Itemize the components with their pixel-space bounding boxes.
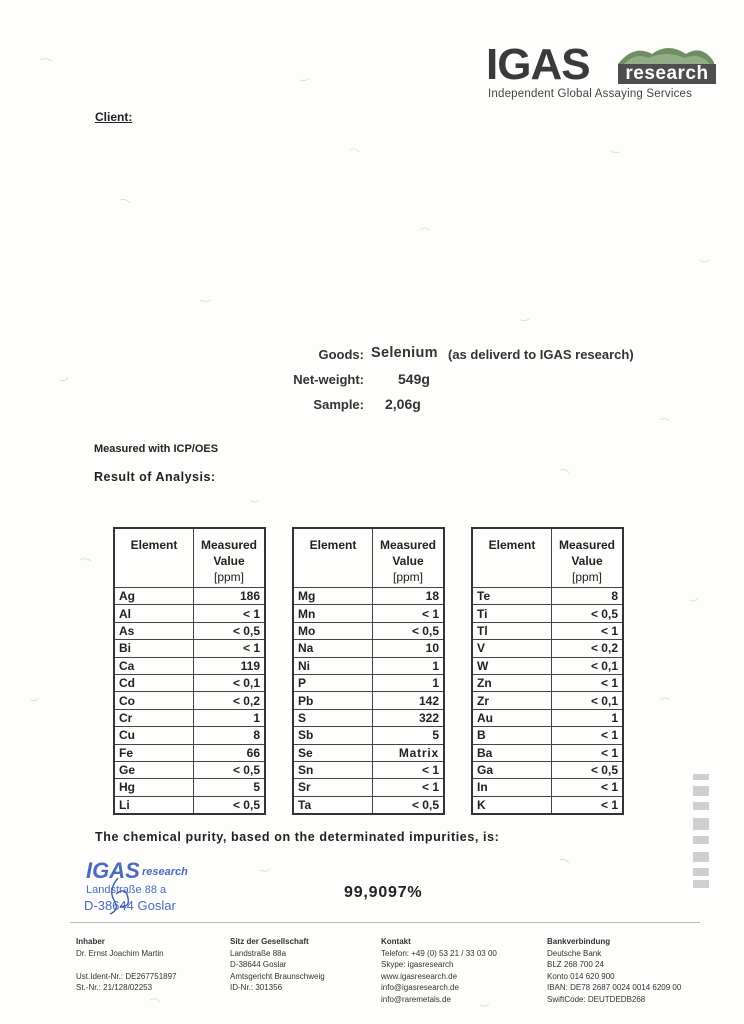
element-symbol: Ti [472,605,552,622]
logo-research-badge: research [618,64,716,84]
table-row [114,709,265,726]
table-row [293,605,444,622]
element-symbol: Au [472,709,552,726]
goods-value: Selenium [371,345,438,361]
element-symbol: Ta [293,796,373,814]
sample-value: 2,06g [385,396,421,412]
table-row [472,709,623,726]
result-title: Result of Analysis: [94,470,216,484]
measured-value: < 0,5 [194,622,266,639]
footer-bank-name: Deutsche Bank [547,948,602,958]
measured-value: 5 [373,727,445,744]
element-symbol: Ge [114,761,194,778]
measured-value: < 1 [373,761,445,778]
table-row [114,779,265,796]
table-row [472,640,623,657]
column-header-measured-value [194,528,266,588]
element-symbol: Sn [293,761,373,778]
table-header-row [472,528,623,588]
table-row [472,761,623,778]
measured-value: 1 [194,709,266,726]
net-weight-label: Net-weight: [293,372,364,387]
measured-value: < 0,5 [552,761,624,778]
table-row [472,744,623,761]
footer-owner-tax: St.-Nr.: 21/128/02253 [76,983,153,992]
element-symbol: Tl [472,622,552,639]
logo-arch-graphic [616,42,716,64]
measured-value: 1 [373,657,445,674]
measured-value: 142 [373,692,445,709]
measured-value: < 1 [373,605,445,622]
measured-value: < 0,1 [552,692,624,709]
table-row [114,674,265,691]
element-symbol: Se [293,744,373,761]
purity-statement: The chemical purity, based on the determinated impurities, is: [95,830,500,844]
table-header-row [293,528,444,588]
footer-seat-heading: Sitz der Gesellschaft [230,937,309,946]
measured-value: < 1 [552,744,624,761]
measured-value: < 0,5 [194,761,266,778]
measured-value: Matrix [373,744,445,761]
header-measured-line1: Measured [558,538,616,552]
footer-contact-skype: Skype: igasresearch [381,960,454,969]
column-header-measured-value [373,528,445,588]
measured-value: < 0,5 [552,605,624,622]
element-symbol: Li [114,796,194,814]
stamp-research: research [142,866,188,878]
table-row [114,657,265,674]
table-row [293,744,444,761]
measured-value: < 0,1 [552,657,624,674]
table-row [114,761,265,778]
header-measured-line2: Value [571,554,603,568]
element-symbol: Mo [293,622,373,639]
table-header-row [114,528,265,588]
table-row [472,796,623,814]
element-symbol: W [472,657,552,674]
element-symbol: Cd [114,674,194,691]
footer-seat-street: Landstraße 88a [230,948,287,958]
footer-bank-account: Konto 014 620 900 [547,971,615,981]
measured-value: < 0,5 [194,796,266,814]
footer-seat-court: Amtsgericht Braunschweig [230,971,325,981]
footer-bank-blz: BLZ 268 700 24 [547,960,604,969]
measured-value: < 0,5 [373,622,445,639]
table-row [293,657,444,674]
table-row [114,622,265,639]
measured-value: 119 [194,657,266,674]
footer-divider [70,922,700,923]
table-row [114,605,265,622]
table-row [472,727,623,744]
measured-value: < 0,1 [194,674,266,691]
logo-tagline: Independent Global Assaying Services [488,88,693,100]
element-symbol: In [472,779,552,796]
stamp-address-street: Landstraße 88 a [86,884,167,896]
header-measured-line3: [ppm] [571,570,602,584]
table-row [293,674,444,691]
measured-value: 322 [373,709,445,726]
table-row [472,605,623,622]
element-symbol: Sb [293,727,373,744]
measured-value: < 1 [373,779,445,796]
header-measured-line2: Value [392,554,424,568]
measured-value: < 1 [552,727,624,744]
measured-value: < 1 [552,796,624,814]
footer-seat-id: ID-Nr.: 301356 [230,983,283,992]
table-row [114,796,265,814]
element-symbol: Te [472,588,552,605]
element-symbol: Fe [114,744,194,761]
igas-logo [486,40,720,104]
table-row [293,727,444,744]
footer-owner [76,936,177,994]
header-measured-line1: Measured [379,538,437,552]
element-symbol: Ba [472,744,552,761]
column-header-measured-value [552,528,624,588]
measured-value: 8 [194,727,266,744]
measured-value: < 1 [194,640,266,657]
signature-scribble [98,876,138,916]
footer-owner-heading: Inhaber [76,937,105,946]
element-symbol: Zn [472,674,552,691]
header-measured-line3: [ppm] [392,570,423,584]
measured-value: 186 [194,588,266,605]
logo-wordmark: IGAS [486,40,590,89]
footer-bank-iban: IBAN: DE78 2687 0024 0014 6209 00 [547,983,682,992]
measured-value: 8 [552,588,624,605]
footer-contact-web: www.igasresearch.de [381,971,458,981]
stamp-logo: IGAS [86,858,140,883]
goods-note: (as deliverd to IGAS research) [448,347,634,362]
table-row [472,674,623,691]
side-perforation-stamp [690,772,712,890]
element-symbol: Mg [293,588,373,605]
element-symbol: Zr [472,692,552,709]
element-symbol: Ni [293,657,373,674]
table-row [293,640,444,657]
table-row [293,709,444,726]
net-weight-value: 549g [398,371,430,387]
element-symbol: Ca [114,657,194,674]
footer-contact-email2: info@raremetals.de [381,994,451,1004]
element-symbol: As [114,622,194,639]
footer-bank [547,936,681,1005]
measured-value: < 1 [194,605,266,622]
element-table-3 [471,527,624,815]
table-row [293,761,444,778]
element-symbol: Pb [293,692,373,709]
element-symbol: Ag [114,588,194,605]
client-label: Client: [95,110,133,124]
column-header-element: Element [114,528,194,588]
stamp-address-city: D-38644 Goslar [84,898,176,913]
table-row [293,692,444,709]
table-row [472,657,623,674]
footer-seat [230,936,325,994]
element-symbol: K [472,796,552,814]
table-row [472,692,623,709]
column-header-element: Element [472,528,552,588]
element-symbol: V [472,640,552,657]
table-row [114,640,265,657]
table-row [114,744,265,761]
table-row [472,622,623,639]
method-note: Measured with ICP/OES [94,443,219,455]
footer-bank-swift: SwiftCode: DEUTDEDB268 [547,994,646,1004]
purity-value: 99,9097% [344,884,423,901]
element-symbol: S [293,709,373,726]
table-row [472,779,623,796]
measured-value: 10 [373,640,445,657]
element-symbol: Ga [472,761,552,778]
header-measured-line2: Value [213,554,245,568]
footer-contact-email: info@igasresearch.de [381,983,459,992]
goods-label: Goods: [318,347,364,362]
element-symbol: Hg [114,779,194,796]
column-header-element: Element [293,528,373,588]
element-symbol: Mn [293,605,373,622]
measured-value: < 0,5 [373,796,445,814]
table-row [293,588,444,605]
table-row [114,727,265,744]
measured-value: 18 [373,588,445,605]
header-measured-line1: Measured [200,538,258,552]
measured-value: < 1 [552,674,624,691]
footer-seat-city: D-38644 Goslar [230,960,287,969]
measured-value: 66 [194,744,266,761]
element-table-2 [292,527,445,815]
footer-owner-vat: Ust.Ident-Nr.: DE267751897 [76,971,177,981]
element-symbol: Co [114,692,194,709]
footer-bank-heading: Bankverbindung [547,937,611,946]
sample-label: Sample: [313,397,364,412]
measured-value: < 0,2 [194,692,266,709]
element-symbol: P [293,674,373,691]
measured-value: 5 [194,779,266,796]
table-row [114,588,265,605]
table-row [293,796,444,814]
measured-value: 1 [552,709,624,726]
measured-value: < 1 [552,779,624,796]
element-symbol: Cr [114,709,194,726]
footer-owner-name: Dr. Ernst Joachim Martin [76,948,164,958]
table-row [293,779,444,796]
measured-value: < 1 [552,622,624,639]
element-symbol: Al [114,605,194,622]
element-table-1 [113,527,266,815]
element-symbol: Cu [114,727,194,744]
element-symbol: Sr [293,779,373,796]
table-row [114,692,265,709]
measured-value: < 0,2 [552,640,624,657]
header-measured-line3: [ppm] [213,570,244,584]
footer-contact [381,936,497,1005]
element-symbol: Bi [114,640,194,657]
table-row [472,588,623,605]
measured-value: 1 [373,674,445,691]
element-symbol: Na [293,640,373,657]
element-symbol: B [472,727,552,744]
footer-contact-phone: Telefon: +49 (0) 53 21 / 33 03 00 [381,948,497,958]
footer-contact-heading: Kontakt [381,937,411,946]
table-row [293,622,444,639]
